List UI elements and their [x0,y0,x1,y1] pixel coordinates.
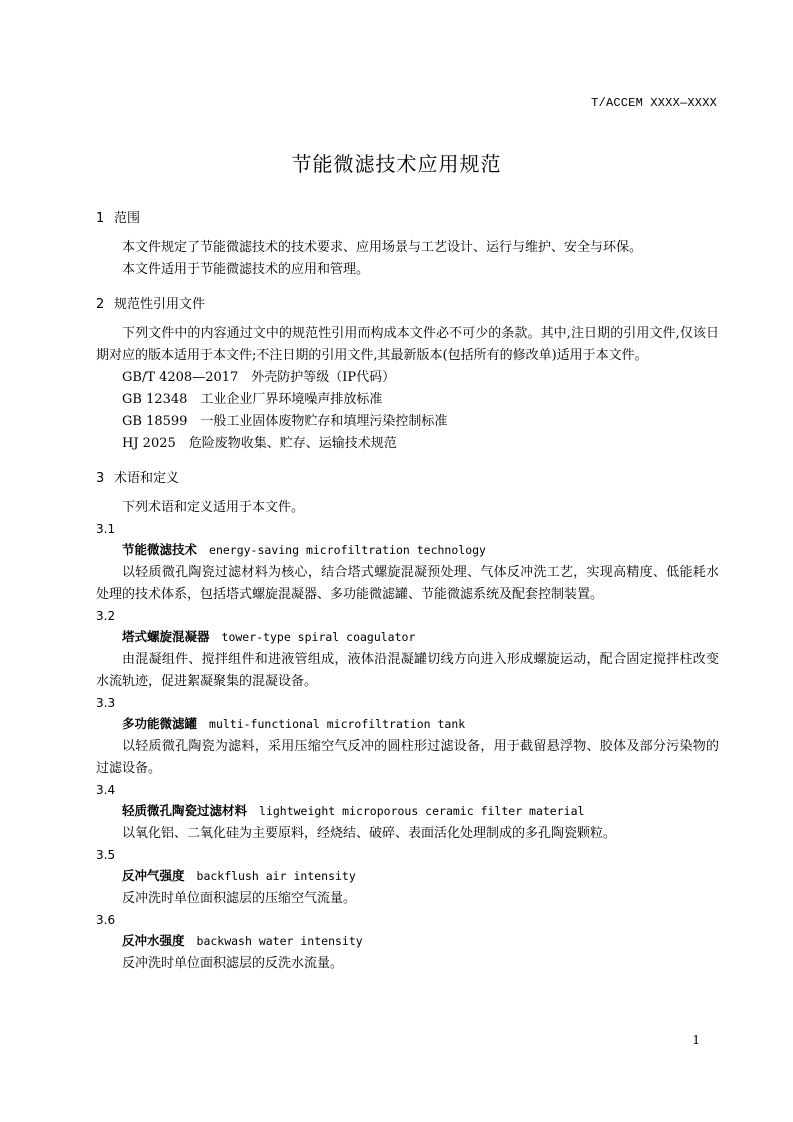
term-name [96,539,719,562]
section-number: 2 [96,297,105,312]
scope-paragraph-2: 本文件适用于节能微滤技术的应用和管理。 [122,262,370,277]
section-heading-scope [96,209,719,229]
term-number: 3.6 [96,913,116,927]
term-name [96,713,719,736]
term-name-zh: 反冲水强度 [122,933,185,948]
term-name-en: backwash water intensity [196,934,363,948]
term-definition: 以轻质微孔陶瓷为滤料，采用压缩空气反冲的圆柱形过滤设备，用于截留悬浮物、胶体及部分污染物的过滤设备。 [96,739,719,776]
reference-item: GB/T 4208—2017 外壳防护等级（IP代码） [122,370,396,385]
term-name-zh: 轻质微孔陶瓷过滤材料 [122,803,248,818]
section-heading-terms-definitions [96,469,719,489]
term-definition: 反冲洗时单位面积滤层的压缩空气流量。 [122,891,357,906]
references-intro-paragraph: 下列文件中的内容通过文中的规范性引用而构成本文件必不可少的条款。其中,注日期的引用文件,仅该日期对应的版本适用于本文件;不注日期的引用文件,其最新版本(包括所有的修改单)适用于本文件。 [96,326,719,363]
reference-item: GB 12348 工业企业厂界环境噪声排放标准 [122,392,383,407]
term-definition: 以氧化铝、二氧化硅为主要原料，经烧结、破碎、表面活化处理制成的多孔陶瓷颗粒。 [122,826,617,841]
section-title: 术语和定义 [114,471,180,486]
term-number: 3.5 [96,848,116,862]
term-name [96,930,719,953]
section-title: 范围 [114,211,141,226]
section-number: 1 [96,211,105,226]
term-number: 3.3 [96,696,116,710]
section-title: 规范性引用文件 [114,297,206,312]
page-number: 1 [692,1033,700,1047]
section-number: 3 [96,471,105,486]
section-heading-normative-references [96,295,719,315]
term-definition: 由混凝组件、搅拌组件和进液管组成，液体沿混凝罐切线方向进入形成螺旋运动，配合固定搅拌柱改变水流轨迹，促进絮凝聚集的混凝设备。 [96,652,719,689]
term-name-zh: 多功能微滤罐 [122,716,198,731]
term-name-zh: 反冲气强度 [122,868,185,883]
term-number: 3.2 [96,609,116,623]
term-name [96,800,719,823]
term-name [96,865,719,888]
document-title: 节能微滤技术应用规范 [291,152,502,176]
term-name-en: multi-functional microfiltration tank [209,717,466,731]
term-number: 3.1 [96,522,116,536]
reference-item: GB 18599 一般工业固体废物贮存和填埋污染控制标准 [122,414,448,429]
term-name-zh: 塔式螺旋混凝器 [122,629,210,644]
terms-intro-paragraph: 下列术语和定义适用于本文件。 [122,500,305,515]
term-definition: 以轻质微孔陶瓷过滤材料为核心，结合塔式螺旋混凝预处理、气体反冲洗工艺，实现高精度、低能耗水处理的技术体系，包括塔式螺旋混凝器、多功能微滤罐、节能微滤系统及配套控制装置。 [96,565,719,602]
term-name-en: tower-type spiral coagulator [221,630,416,644]
term-name-en: lightweight microporous ceramic filter material [259,804,585,818]
scope-paragraph-1: 本文件规定了节能微滤技术的技术要求、应用场景与工艺设计、运行与维护、安全与环保。 [122,240,643,255]
standard-code: T/ACCEM XXXX—XXXX [591,96,717,110]
document-body [96,209,719,975]
term-name-en: energy-saving microfiltration technology [209,543,486,557]
term-name-en: backflush air intensity [196,869,356,883]
reference-item: HJ 2025 危险废物收集、贮存、运输技术规范 [122,436,397,451]
term-number: 3.4 [96,783,116,797]
term-definition: 反冲洗时单位面积滤层的反洗水流量。 [122,956,344,971]
term-name [96,626,719,649]
term-name-zh: 节能微滤技术 [122,542,198,557]
